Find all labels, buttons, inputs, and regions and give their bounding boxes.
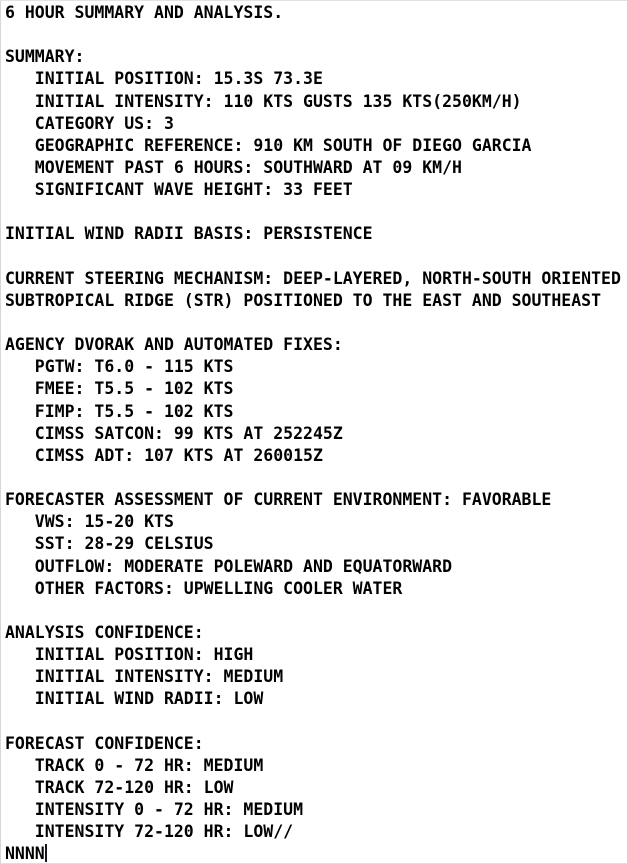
text-line: SUBTROPICAL RIDGE (STR) POSITIONED TO THE EAST AND SOUTHEAST	[5, 290, 602, 310]
text-line: OUTFLOW: MODERATE POLEWARD AND EQUATORWARD	[5, 556, 453, 576]
text-line: SIGNIFICANT WAVE HEIGHT: 33 FEET	[5, 180, 353, 200]
text-line	[5, 467, 627, 489]
text-line: TRACK 72-120 HR: LOW	[5, 777, 234, 797]
text-line: NNNN	[5, 844, 45, 864]
text-line	[5, 201, 627, 223]
text-line: 6 HOUR SUMMARY AND ANALYSIS.	[5, 3, 284, 22]
text-line: FIMP: T5.5 - 102 KTS	[5, 401, 234, 421]
text-line: INITIAL WIND RADII: LOW	[5, 689, 264, 709]
text-line: AGENCY DVORAK AND AUTOMATED FIXES:	[5, 335, 343, 355]
text-line: PGTW: T6.0 - 115 KTS	[5, 357, 234, 377]
text-line: VWS: 15-20 KTS	[5, 512, 174, 532]
text-line	[5, 24, 627, 46]
text-line: MOVEMENT PAST 6 HOURS: SOUTHWARD AT 09 KM/H	[5, 157, 462, 177]
text-line: GEOGRAPHIC REFERENCE: 910 KM SOUTH OF DIEGO GARCIA	[5, 135, 532, 155]
text-line: INITIAL WIND RADII BASIS: PERSISTENCE	[5, 224, 373, 244]
text-line: INITIAL INTENSITY: 110 KTS GUSTS 135 KTS(250KM/H)	[5, 91, 522, 111]
text-line	[5, 312, 627, 334]
text-line: ANALYSIS CONFIDENCE:	[5, 622, 204, 642]
text-line: CIMSS ADT: 107 KTS AT 260015Z	[5, 445, 323, 465]
text-line: CIMSS SATCON: 99 KTS AT 252245Z	[5, 423, 343, 443]
text-line: FORECASTER ASSESSMENT OF CURRENT ENVIRONMENT: FAVORABLE	[5, 490, 552, 510]
text-line: INITIAL POSITION: HIGH	[5, 645, 254, 665]
text-line: SUMMARY:	[5, 47, 85, 67]
text-caret	[45, 844, 47, 862]
text-line	[5, 600, 627, 622]
text-line: FORECAST CONFIDENCE:	[5, 733, 204, 753]
bulletin-document	[5, 2, 627, 864]
text-line	[5, 711, 627, 733]
text-line: TRACK 0 - 72 HR: MEDIUM	[5, 755, 264, 775]
text-line	[5, 246, 627, 268]
text-line: CATEGORY US: 3	[5, 113, 174, 133]
text-line: OTHER FACTORS: UPWELLING COOLER WATER	[5, 578, 403, 598]
text-line: SST: 28-29 CELSIUS	[5, 534, 214, 554]
text-line: INITIAL INTENSITY: MEDIUM	[5, 667, 284, 687]
text-line: INTENSITY 0 - 72 HR: MEDIUM	[5, 800, 304, 820]
text-line: CURRENT STEERING MECHANISM: DEEP-LAYERED, NORTH-SOUTH ORIENTED	[5, 268, 621, 288]
text-line: FMEE: T5.5 - 102 KTS	[5, 379, 234, 399]
text-line: INITIAL POSITION: 15.3S 73.3E	[5, 69, 323, 89]
text-line: INTENSITY 72-120 HR: LOW//	[5, 822, 294, 842]
